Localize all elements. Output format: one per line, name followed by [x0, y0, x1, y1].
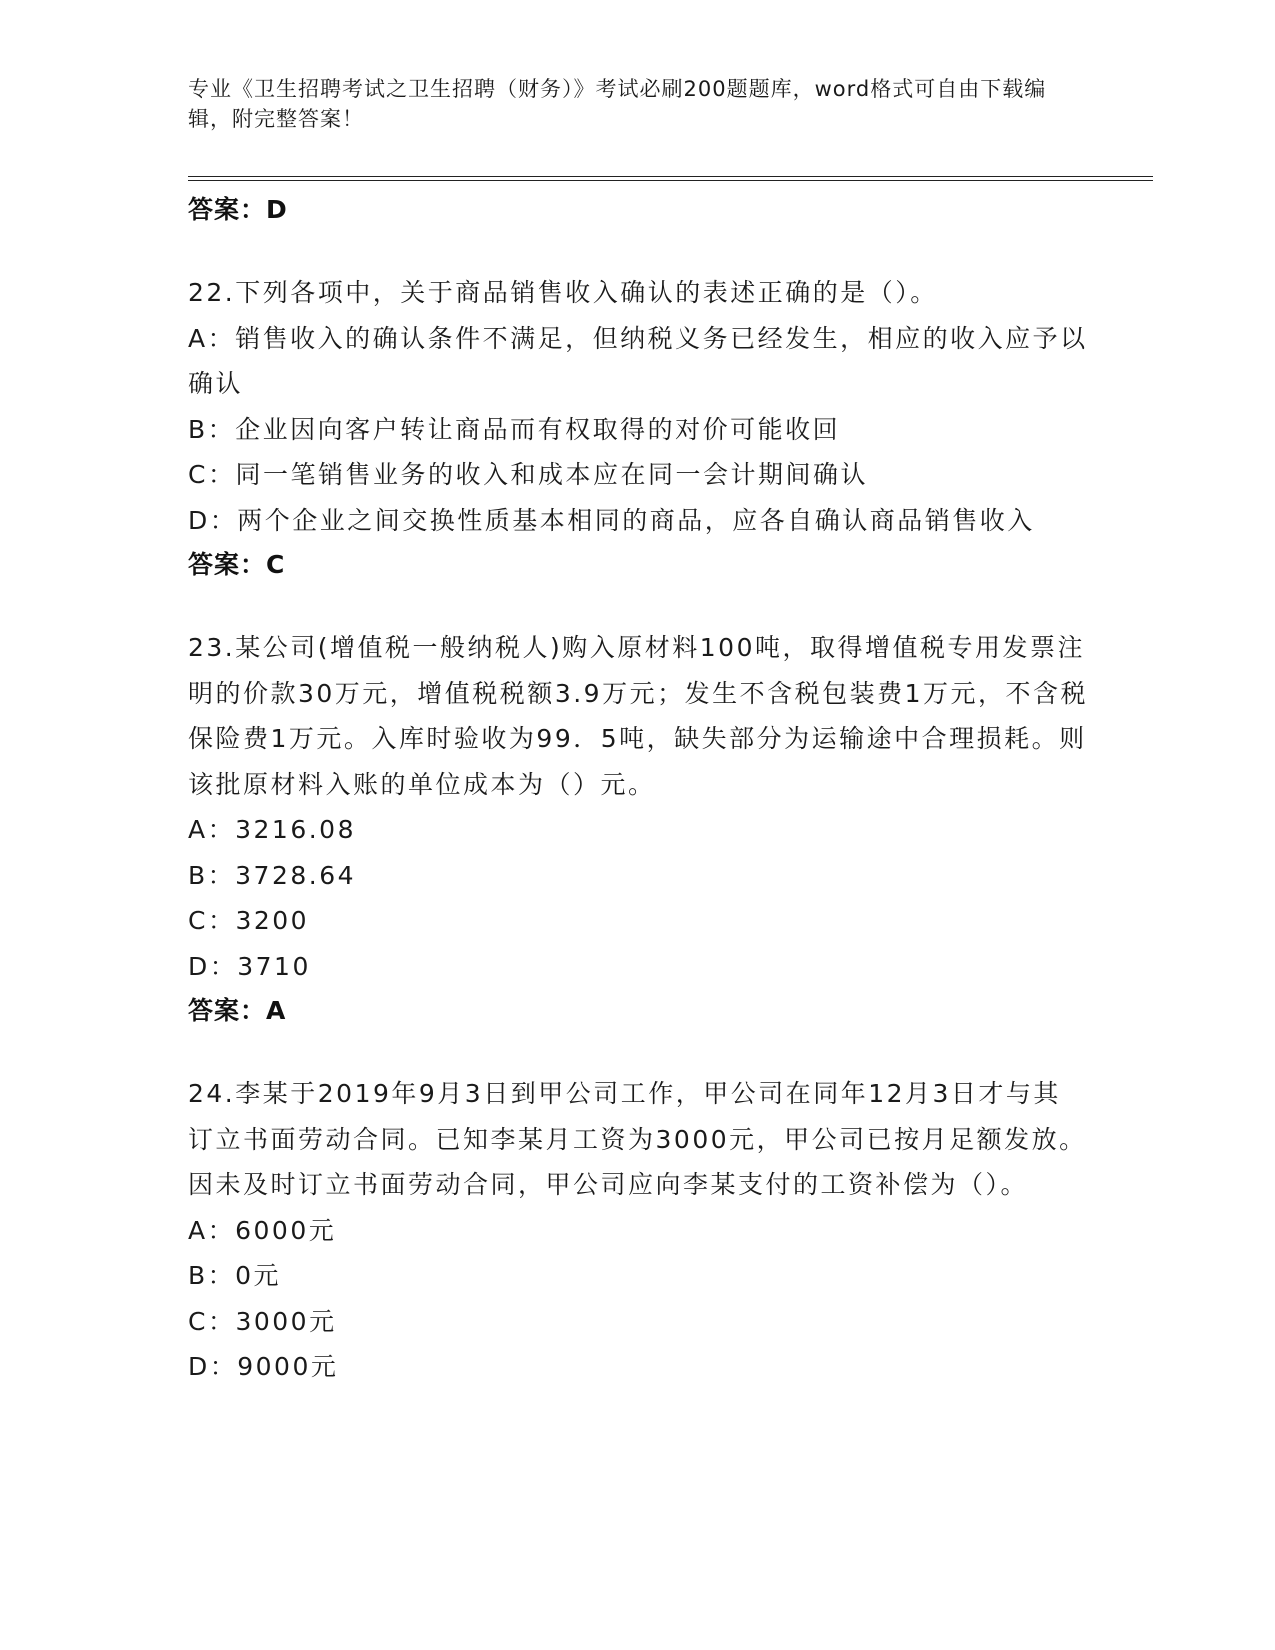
- question-stem: 22.下列各项中，关于商品销售收入确认的表述正确的是（）。: [188, 278, 938, 307]
- question-stem: 23.某公司(增值税一般纳税人)购入原材料100吨，取得增值税专用发票注明的价款30万元，增值税税额3.9万元；发生不含税包装费1万元，不含税保险费1万元。入库时验收为99．5吨，缺失部分为运输途中合理损耗。则该批原材料入账的单位成本为（）元。: [188, 633, 1088, 799]
- option-c: C：3200: [188, 906, 310, 935]
- header-divider: [188, 176, 1153, 181]
- option-b: B：0元: [188, 1261, 282, 1290]
- question-stem: 24.李某于2019年9月3日到甲公司工作，甲公司在同年12月3日才与其订立书面劳动合同。已知李某月工资为3000元，甲公司已按月足额发放。因未及时订立书面劳动合同，甲公司应向李某支付的工资补偿为（）。: [188, 1079, 1087, 1199]
- document-body: [188, 190, 1088, 1390]
- option-d: D：9000元: [188, 1352, 339, 1381]
- option-d: D：3710: [188, 951, 311, 981]
- question-block: [188, 270, 1088, 585]
- option-d: D：两个企业之间交换性质基本相同的商品，应各自确认商品销售收入: [188, 505, 1035, 535]
- option-a: A：3216.08: [188, 815, 356, 844]
- page-header-title: 专业《卫生招聘考试之卫生招聘（财务）》考试必刷200题题库，word格式可自由下载编辑，附完整答案！: [188, 77, 1047, 131]
- question-block: [188, 1071, 1088, 1390]
- answer-line: 答案：C: [188, 550, 286, 579]
- option-b: B：3728.64: [188, 860, 357, 890]
- option-c: C：3000元: [188, 1306, 337, 1336]
- answer-line: 答案：A: [188, 996, 287, 1025]
- option-a: A：6000元: [188, 1215, 337, 1245]
- question-block: [188, 625, 1088, 1031]
- answer-line: 答案：D: [188, 195, 288, 224]
- option-a: A：销售收入的确认条件不满足，但纳税义务已经发生，相应的收入应予以确认: [188, 323, 1088, 398]
- option-c: C：同一笔销售业务的收入和成本应在同一会计期间确认: [188, 460, 868, 489]
- option-b: B：企业因向客户转让商品而有权取得的对价可能收回: [188, 414, 841, 444]
